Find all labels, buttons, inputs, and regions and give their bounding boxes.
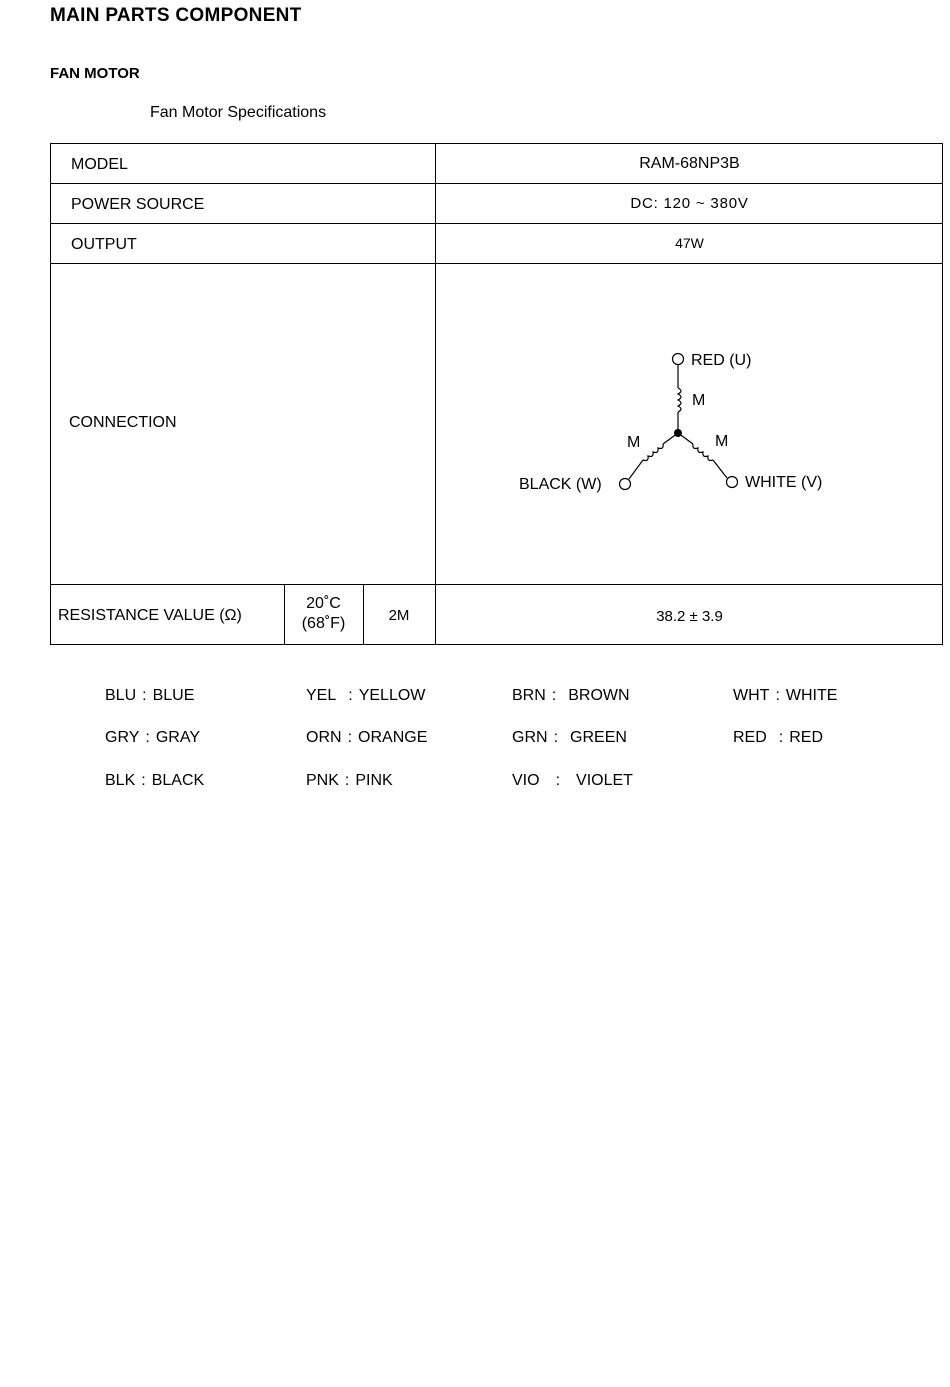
legend-item: BLU : BLUE: [105, 687, 195, 704]
table-caption: Fan Motor Specifications: [150, 104, 327, 121]
w-winding-wire: [663, 433, 678, 444]
spec-table: [50, 143, 943, 645]
legend-item: GRY : GRAY: [105, 729, 200, 746]
model-label: MODEL: [71, 156, 128, 173]
row-divider: [51, 223, 942, 224]
legend-item: YEL : YELLOW: [306, 687, 426, 704]
coil-w-icon: [643, 444, 663, 461]
v-winding-wire: [678, 433, 693, 444]
section-title: FAN MOTOR: [50, 65, 140, 82]
black-terminal-icon: [620, 479, 631, 490]
temperature-celsius: 20˚C: [306, 595, 341, 612]
red-terminal-label: RED (U): [691, 352, 752, 369]
resistance-label: RESISTANCE VALUE (Ω): [58, 607, 242, 624]
output-value: 47W: [675, 235, 704, 251]
legend-item: BRN : BROWN: [512, 687, 630, 704]
legend-item: VIO : VIOLET: [512, 772, 633, 789]
red-terminal-icon: [673, 354, 684, 365]
coil-v-icon: [693, 444, 713, 461]
black-terminal-label: BLACK (W): [519, 476, 602, 493]
coil-label-v: M: [715, 433, 729, 450]
legend-item: PNK : PINK: [306, 772, 393, 789]
legend-item: WHT : WHITE: [733, 687, 838, 704]
model-value: RAM-68NP3B: [639, 155, 740, 172]
white-terminal-label: WHITE (V): [745, 474, 823, 491]
legend-item: RED : RED: [733, 729, 824, 746]
white-lead-wire: [713, 460, 727, 478]
white-terminal-icon: [727, 477, 738, 488]
temperature-fahrenheit: (68˚F): [301, 615, 346, 632]
coil-u-icon: [678, 388, 681, 412]
resistance-value: 38.2 ± 3.9: [656, 608, 723, 625]
resistance-winding: 2M: [388, 607, 410, 624]
legend-item: GRN : GREEN: [512, 729, 627, 746]
legend-item: BLK : BLACK: [105, 772, 205, 789]
row-divider: [51, 584, 942, 585]
power-source-label: POWER SOURCE: [71, 196, 205, 213]
connection-label: CONNECTION: [69, 414, 177, 431]
coil-label-u: M: [692, 392, 706, 409]
connection-diagram: [435, 264, 944, 584]
coil-label-w: M: [627, 434, 641, 451]
power-source-value: DC: 120 ~ 380V: [630, 195, 749, 212]
black-lead-wire: [629, 460, 643, 479]
legend-item: ORN : ORANGE: [306, 729, 428, 746]
output-label: OUTPUT: [71, 236, 137, 253]
page-title: MAIN PARTS COMPONENT: [50, 5, 302, 26]
resistance-temperature: [284, 594, 363, 634]
row-divider: [51, 183, 942, 184]
